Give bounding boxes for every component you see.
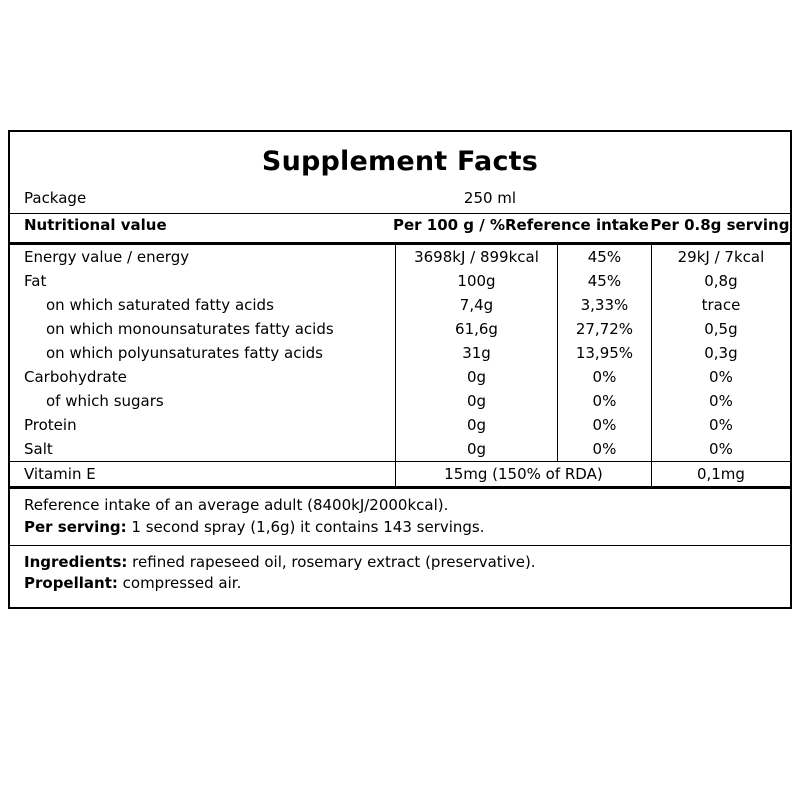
table-row <box>10 245 790 269</box>
row-serving: 0,5g <box>651 317 790 341</box>
package-row <box>10 187 790 213</box>
table-header-row <box>10 214 790 242</box>
row-reference: 45% <box>558 269 652 293</box>
row-reference: 27,72% <box>558 317 652 341</box>
supplement-facts-panel <box>8 130 792 609</box>
page-title: Supplement Facts <box>261 146 539 177</box>
table-row <box>10 269 790 293</box>
row-label: Vitamin E <box>10 462 395 487</box>
table-row-vitamin-e <box>10 462 790 487</box>
row-label: Protein <box>24 416 77 434</box>
row-label: on which saturated fatty acids <box>46 296 274 314</box>
row-serving: 29kJ / 7kcal <box>651 245 790 269</box>
nutrition-table <box>10 214 790 242</box>
row-reference: 13,95% <box>558 341 652 365</box>
row-label: Fat <box>24 272 47 290</box>
row-reference: 0% <box>558 365 652 389</box>
row-per100: 0g <box>395 413 557 437</box>
table-body <box>10 245 790 486</box>
row-per100: 3698kJ / 899kcal <box>395 245 557 269</box>
column-header-name: Nutritional value <box>24 216 167 234</box>
row-per100: 31g <box>395 341 557 365</box>
row-per100: 7,4g <box>395 293 557 317</box>
per-serving-label: Per serving: <box>24 517 127 536</box>
reference-intake-note: Reference intake of an average adult (8400kJ/2000kcal). <box>24 496 449 514</box>
row-per100: 0g <box>395 365 557 389</box>
row-serving: 0% <box>651 389 790 413</box>
row-per100: 0g <box>395 437 557 462</box>
row-merged-value: 15mg (150% of RDA) <box>395 462 651 487</box>
table-row <box>10 365 790 389</box>
bottom-padding <box>10 601 790 607</box>
column-header-serving: Per 0.8g serving <box>650 216 790 234</box>
per-serving-text: 1 second spray (1,6g) it contains 143 servings. <box>126 517 485 536</box>
table-header <box>10 214 790 242</box>
table-row <box>10 341 790 365</box>
package-label: Package <box>24 189 87 207</box>
table-row <box>10 293 790 317</box>
row-serving: 0,3g <box>651 341 790 365</box>
ingredients-text: refined rapeseed oil, rosemary extract (preservative). <box>127 552 536 571</box>
row-label: Salt <box>24 440 53 458</box>
propellant-text: compressed air. <box>117 574 242 593</box>
nutrition-body-table <box>10 245 790 486</box>
row-serving: 0% <box>651 437 790 462</box>
row-serving: 0% <box>651 365 790 389</box>
row-label: Carbohydrate <box>24 368 127 386</box>
row-serving: 0,1mg <box>651 462 790 487</box>
table-row <box>10 413 790 437</box>
per-serving-note <box>24 517 776 539</box>
package-value: 250 ml <box>463 189 517 207</box>
row-serving: 0% <box>651 413 790 437</box>
row-per100: 61,6g <box>395 317 557 341</box>
table-row <box>10 317 790 341</box>
ingredients-label: Ingredients: <box>24 552 128 571</box>
row-reference: 45% <box>558 245 652 269</box>
row-reference: 0% <box>558 413 652 437</box>
propellant-label: Propellant: <box>24 574 118 593</box>
row-per100: 100g <box>395 269 557 293</box>
row-label: Energy value / energy <box>24 248 190 266</box>
row-reference: 0% <box>558 389 652 413</box>
row-label: of which sugars <box>46 392 164 410</box>
row-serving: trace <box>651 293 790 317</box>
ingredients-block <box>10 546 790 602</box>
row-label: on which polyunsaturates fatty acids <box>46 344 323 362</box>
row-serving: 0,8g <box>651 269 790 293</box>
row-reference: 3,33% <box>558 293 652 317</box>
column-header-per100: Per 100 g / %Reference intake <box>392 216 649 234</box>
ingredients-line <box>24 552 776 574</box>
table-row <box>10 389 790 413</box>
table-row <box>10 437 790 462</box>
row-label: on which monounsaturates fatty acids <box>46 320 334 338</box>
notes-reference-block <box>10 489 790 545</box>
row-reference: 0% <box>558 437 652 462</box>
row-per100: 0g <box>395 389 557 413</box>
propellant-line <box>24 573 776 595</box>
